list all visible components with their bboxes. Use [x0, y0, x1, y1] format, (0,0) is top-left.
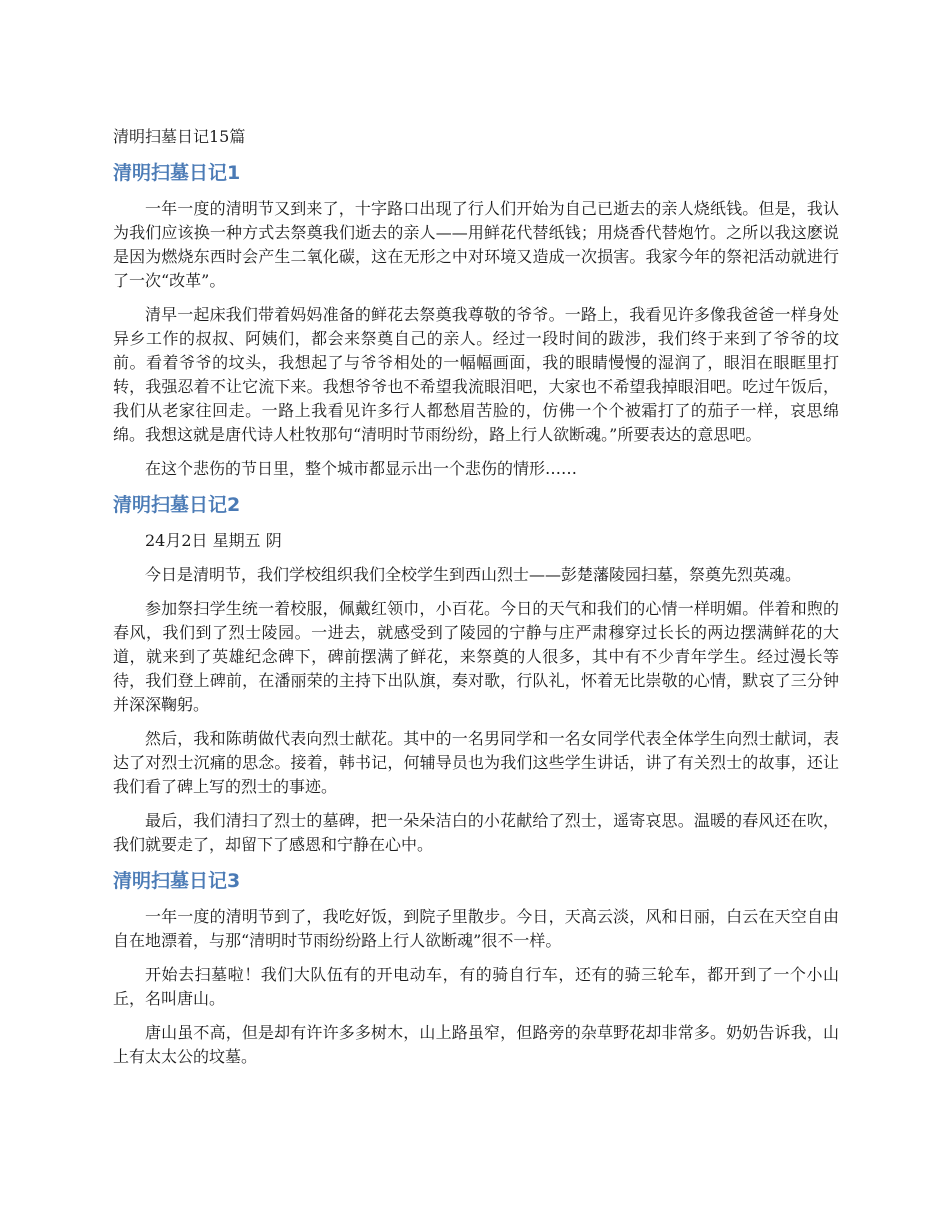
section-heading: 清明扫墓日记3 — [113, 870, 241, 892]
section-heading: 清明扫墓日记1 — [113, 162, 241, 184]
paragraph: 在这个悲伤的节日里，整个城市都显示出一个悲伤的情形…… — [145, 459, 578, 478]
date-line: 24月2日 星期五 阴 — [145, 531, 282, 550]
paragraph: 一年一度的清明节又到来了，十字路口出现了行人们开始为自己已逝去的亲人烧纸钱。但是，我认为我们应该换一种方式去祭奠我们逝去的亲人——用鲜花代替纸钱；用烧香代替炮竹。之所以我这麽说是因为燃烧东西时会产生二氧化碳，这在无形之中对环境又造成一次损害。我家今年的祭祀活动就进行了一次“改革”。 — [113, 199, 839, 290]
diary-section-3 — [113, 867, 839, 1069]
paragraph: 一年一度的清明节到了，我吃好饭，到院子里散步。今日，天高云淡，风和日丽，白云在天空自由自在地漂着，与那“清明时节雨纷纷路上行人欲断魂”很不一样。 — [113, 907, 839, 950]
paragraph: 参加祭扫学生统一着校服，佩戴红领巾，小百花。今日的天气和我们的心情一样明媚。伴着和煦的春风，我们到了烈士陵园。一进去，就感受到了陵园的宁静与庄严肃穆穿过长长的两边摆满鲜花的大道，就来到了英雄纪念碑下，碑前摆满了鲜花，来祭奠的人很多，其中有不少青年学生。经过漫长等待，我们登上碑前，在潘丽荣的主持下出队旗，奏对歌，行队礼，怀着无比崇敬的心情，默哀了三分钟并深深鞠躬。 — [113, 599, 839, 714]
document-title: 清明扫墓日记15篇 — [113, 127, 246, 146]
paragraph: 开始去扫墓啦！我们大队伍有的开电动车，有的骑自行车，还有的骑三轮车，都开到了一个小山丘，名叫唐山。 — [113, 965, 839, 1008]
diary-section-2 — [113, 491, 839, 857]
paragraph: 唐山虽不高，但是却有许许多多树木，山上路虽窄，但路旁的杂草野花却非常多。奶奶告诉我，山上有太太公的坟墓。 — [113, 1023, 839, 1066]
section-heading: 清明扫墓日记2 — [113, 494, 241, 516]
paragraph: 今日是清明节，我们学校组织我们全校学生到西山烈士——彭楚藩陵园扫墓，祭奠先烈英魂。 — [145, 565, 802, 584]
paragraph: 最后，我们清扫了烈士的墓碑，把一朵朵洁白的小花献给了烈士，遥寄哀思。温暖的春风还在吹，我们就要走了，却留下了感恩和宁静在心中。 — [113, 811, 839, 854]
paragraph: 然后，我和陈萌做代表向烈士献花。其中的一名男同学和一名女同学代表全体学生向烈士献词，表达了对烈士沉痛的思念。接着，韩书记，何辅导员也为我们这些学生讲话，讲了有关烈士的故事，还让我们看了碑上写的烈士的事迹。 — [113, 729, 839, 796]
paragraph: 清早一起床我们带着妈妈准备的鲜花去祭奠我尊敬的爷爷。一路上，我看见许多像我爸爸一样身处异乡工作的叔叔、阿姨们，都会来祭奠自己的亲人。经过一段时间的跋涉，我们终于来到了爷爷的坟前。看着爷爷的坟头，我想起了与爷爷相处的一幅幅画面，我的眼睛慢慢的湿润了，眼泪在眼眶里打转，我强忍着不让它流下来。我想爷爷也不希望我流眼泪吧，大家也不希望我掉眼泪吧。吃过午饭后，我们从老家往回走。一路上我看见许多行人都愁眉苦脸的，仿佛一个个被霜打了的茄子一样，哀思绵绵。我想这就是唐代诗人杜牧那句“清明时节雨纷纷，路上行人欲断魂。”所要表达的意思吧。 — [113, 305, 839, 444]
diary-section-1 — [113, 159, 839, 481]
document-page — [113, 123, 839, 1079]
